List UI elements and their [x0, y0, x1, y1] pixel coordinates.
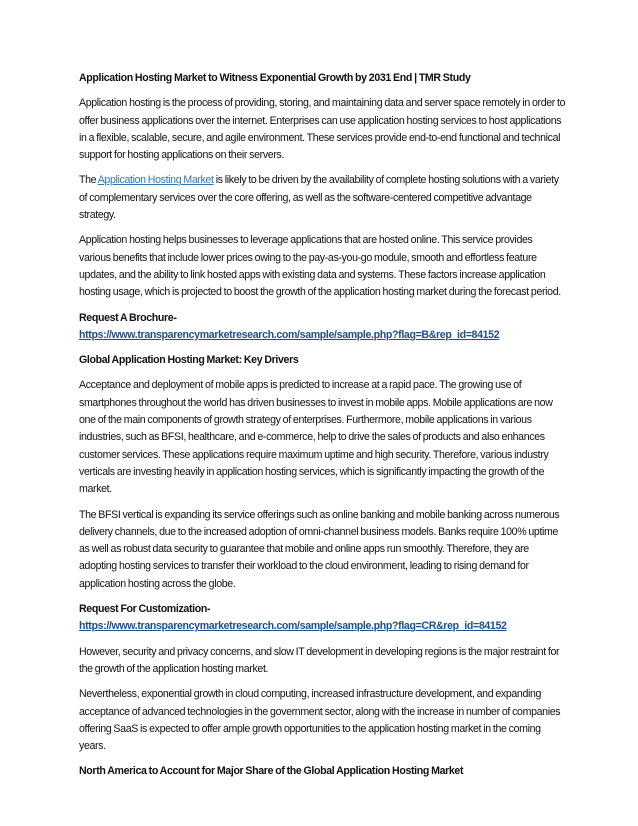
paragraph-bfsi: The BFSI vertical is expanding its service offerings such as online banking and mobile banking across numerous delivery channels, due to the increased adoption of omni-channel business models. Banks require 100% uptime as well as robust data security to guarantee that mobile and online apps run smoothly. Therefore, they are adopting hosting services to transfer their workload to the cloud environment, leading to rising demand for application hosting across the globe.: [79, 508, 560, 590]
paragraph-intro: Application hosting is the process of providing, storing, and maintaining data and server space remotely in order to offer business applications over the internet. Enterprises can use application hosting services to host applications in a flexible, scalable, secure, and agile environment. These services provide end-to-end functional and technical support for hosting applications on their servers.: [79, 97, 566, 162]
brochure-label: Request A Brochure-: [79, 311, 177, 324]
customization-link[interactable]: https://www.transparencymarketresearch.com/sample/sample.php?flag=CR&rep_id=84152: [79, 620, 507, 633]
application-hosting-market-link[interactable]: Application Hosting Market: [97, 174, 214, 187]
paragraph-opportunities: Nevertheless, exponential growth in cloud computing, increased infrastructure development, and expanding acceptance of advanced technologies in the government sector, along with the increase in number of companies offering SaaS is expected to offer ample growth opportunities to the application hosting market in the coming years.: [79, 688, 561, 753]
customization-request: [79, 601, 566, 636]
paragraph-restraints: However, security and privacy concerns, and slow IT development in developing regions is the major restraint for the growth of the application hosting market.: [79, 645, 560, 675]
brochure-request: [79, 310, 566, 345]
section-heading-north-america: North America to Account for Major Share of the Global Application Hosting Market: [79, 765, 464, 778]
text-segment: is likely to be driven by the availability of complete hosting solutions with a variety of complementary services over the core offering, as well as the software-centered competitive advantage strategy.: [79, 174, 559, 222]
paragraph-mobile-apps: Acceptance and deployment of mobile apps is predicted to increase at a rapid pace. The growing use of smartphones throughout the world has driven businesses to invest in mobile apps. Mobile applications are now one of the main components of growth strategy of enterprises. Furthermore, mobile applications in various industries, such as BFSI, healthcare, and e-commerce, help to drive the sales of products and also enhances customer services. These applications require maximum uptime and high security. Therefore, various industry verticals are investing heavily in application hosting services, which is significantly impacting the growth of the market.: [79, 379, 553, 496]
paragraph-market-drivers-intro: [79, 172, 566, 224]
text-segment: The: [79, 174, 98, 187]
document-title: Application Hosting Market to Witness Exponential Growth by 2031 End | TMR Study: [79, 72, 471, 84]
brochure-link[interactable]: https://www.transparencymarketresearch.com/sample/sample.php?flag=B&rep_id=84152: [79, 328, 500, 341]
paragraph-benefits: Application hosting helps businesses to leverage applications that are hosted online. This service provides various benefits that include lower prices owing to the pay-as-you-go module, smooth and effortless feature updates, and the ability to link hosted apps with existing data and systems. These factors increase application hosting usage, which is projected to boost the growth of the application hosting market during the forecast period.: [79, 234, 561, 299]
customization-label: Request For Customization-: [79, 603, 211, 616]
section-heading-key-drivers: Global Application Hosting Market: Key Drivers: [79, 354, 299, 367]
